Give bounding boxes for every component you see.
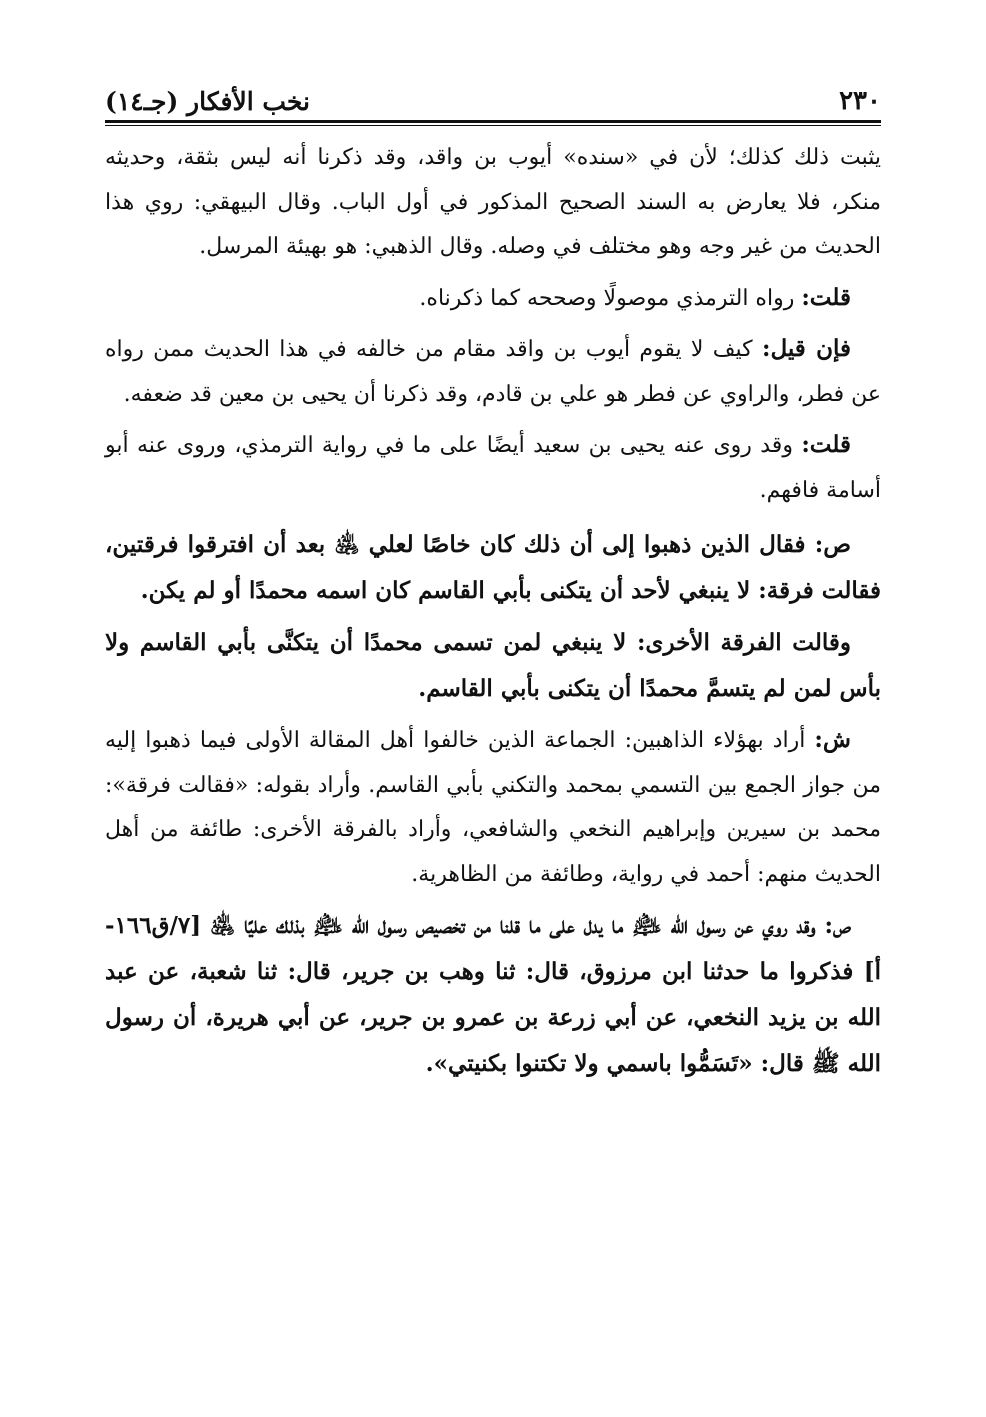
header-rule bbox=[105, 120, 881, 123]
page bbox=[105, 78, 881, 1087]
paragraph-text: فقال الذين ذهبوا إلى أن ذلك كان خاصًا لعلي ﵁ بعد أن افترقوا فرقتين، فقالت فرقة: لا ينبغي لأحد أن يتكنى بأبي القاسم كان اسمه محمدًا أو لم يكن. bbox=[105, 531, 881, 604]
book-title: نخب الأفكار (جـ١٤) bbox=[105, 87, 311, 116]
header-rule-thin bbox=[105, 125, 881, 126]
paragraph-marker: ش: bbox=[814, 726, 851, 753]
paragraph-marker: قلت: bbox=[801, 283, 851, 311]
paragraph-1 bbox=[105, 136, 881, 270]
paragraph-marker: قلت: bbox=[801, 431, 851, 458]
paragraph-7 bbox=[105, 718, 881, 897]
paragraph-marker: ص: bbox=[814, 531, 851, 558]
paragraph-text: وقد روى عنه يحيى بن سعيد أيضًا على ما في رواية الترمذي، وروى عنه أبو أسامة فافهم. bbox=[105, 433, 881, 503]
paragraph-text: رواه الترمذي موصولًا وصححه كما ذكرناه. bbox=[419, 285, 802, 311]
paragraph-8 bbox=[105, 903, 881, 1087]
paragraph-text: وقد روي عن رسول الله ﵇ ما يدل على ما قلنا من تخصيص رسول الله ﵇ بذلك عليًا ﵁ [٧/ق١٦٦-أ] فذكروا ما حدثنا ابن مرزوق، قال: ثنا وهب بن جرير، قال: ثنا شعبة، عن عبد الله بن يزيد النخعي، عن أبي زرعة بن عمرو بن جرير، عن أبي هريرة، أن رسول الله ﷺ قال: «تَسَمُّوا باسمي ولا تكتنوا بكنيتي». bbox=[105, 912, 881, 1077]
paragraph-text: أراد بهؤلاء الذاهبين: الجماعة الذين خالفوا أهل المقالة الأولى فيما ذهبوا إليه من جواز الجمع بين التسمي بمحمد والتكني بأبي القاسم. وأراد بقوله: «فقالت فرقة»: محمد بن سيرين وإبراهيم النخعي والشافعي، وأراد بالفرقة الأخرى: طائفة من أهل الحديث منهم: أحمد في رواية، وطائفة من الظاهرية. bbox=[105, 728, 881, 887]
paragraph-text: يثبت ذلك كذلك؛ لأن في «سنده» أيوب بن واقد، وقد ذكرنا أنه ليس بثقة، وحديثه منكر، فلا يعارض به السند الصحيح المذكور في أول الباب. وقال البيهقي: روي هذا الحديث من غير وجه وهو مختلف في وصله. وقال الذهبي: هو بهيئة المرسل. bbox=[105, 145, 881, 259]
paragraph-5 bbox=[105, 522, 881, 614]
paragraph-4 bbox=[105, 423, 881, 513]
paragraph-6 bbox=[105, 620, 881, 712]
paragraph-2 bbox=[105, 276, 881, 322]
page-number: ٢٣٠ bbox=[839, 86, 881, 116]
paragraph-marker: فإن قيل: bbox=[761, 335, 851, 362]
paragraph-marker: ص: bbox=[824, 912, 851, 939]
paragraph-text: وقالت الفرقة الأخرى: لا ينبغي لمن تسمى محمدًا أن يتكنَّى بأبي القاسم ولا بأس لمن لم يتسمَّ محمدًا أن يتكنى بأبي القاسم. bbox=[105, 629, 881, 702]
paragraph-text: كيف لا يقوم أيوب بن واقد مقام من خالفه في هذا الحديث ممن رواه عن فطر، والراوي عن فطر هو علي بن قادم، وقد ذكرنا أن يحيى بن معين قد ضعفه. bbox=[105, 337, 881, 407]
running-header bbox=[105, 78, 881, 116]
paragraph-3 bbox=[105, 327, 881, 417]
